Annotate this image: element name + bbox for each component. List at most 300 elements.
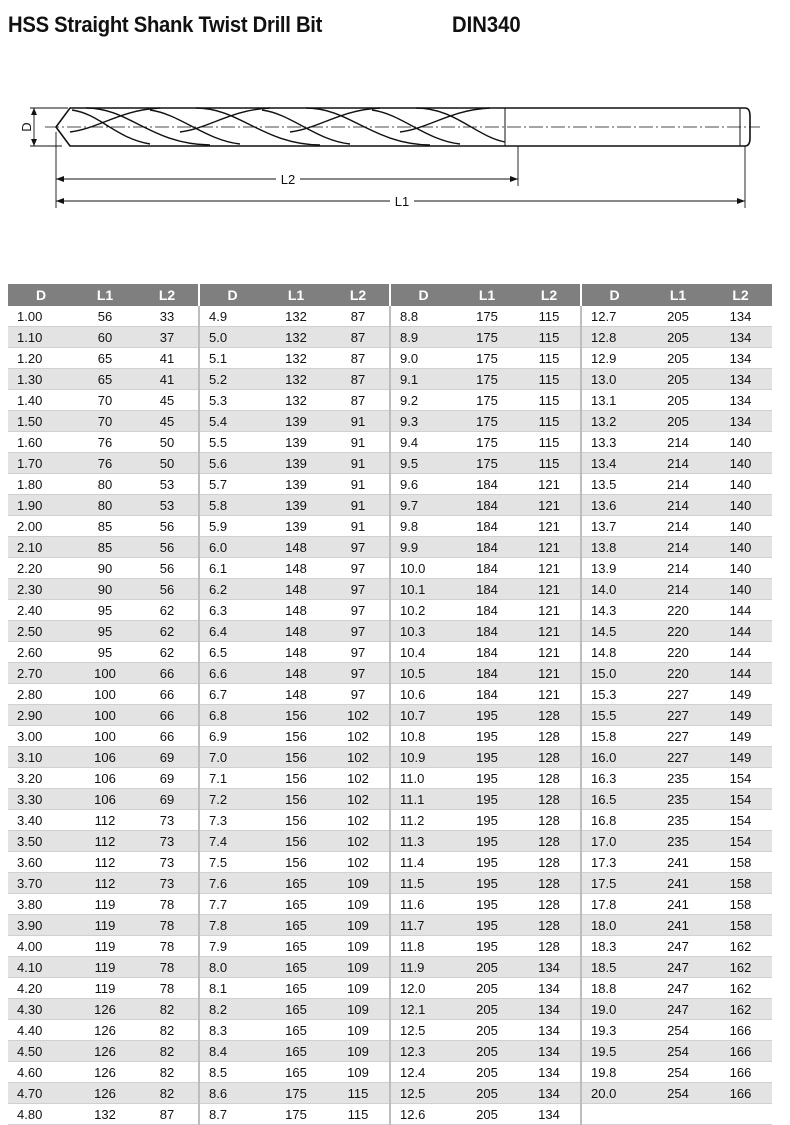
cell-d: 9.3 xyxy=(390,411,456,432)
cell-l2: 56 xyxy=(136,579,199,600)
cell-l2: 115 xyxy=(518,327,581,348)
cell-l1: 126 xyxy=(74,999,136,1020)
cell-d: 13.1 xyxy=(581,390,647,411)
cell-l1: 112 xyxy=(94,854,116,870)
cell-d: 13.7 xyxy=(581,516,647,537)
cell-l2: 154 xyxy=(709,789,772,810)
cell-l2: 115 xyxy=(327,1083,390,1104)
cell-l1: 175 xyxy=(456,453,518,474)
cell-l2: 149 xyxy=(729,686,752,702)
table-row xyxy=(8,537,772,558)
cell-l1: 112 xyxy=(94,812,116,828)
cell-d: 3.00 xyxy=(17,728,43,744)
dimension-table xyxy=(8,284,772,1125)
cell-l1: 132 xyxy=(265,369,327,390)
cell-d: 1.70 xyxy=(8,453,74,474)
cell-l1: 195 xyxy=(476,938,498,954)
cell-l2: 134 xyxy=(538,1106,560,1122)
cell-l2: 154 xyxy=(729,770,752,786)
cell-l1: 165 xyxy=(265,1041,327,1062)
cell-l1: 90 xyxy=(97,560,113,576)
cell-l1: 195 xyxy=(476,854,498,870)
cell-l1: 184 xyxy=(456,579,518,600)
cell-d: 9.7 xyxy=(390,495,456,516)
table-row xyxy=(8,663,772,684)
cell-d: 16.8 xyxy=(581,810,647,831)
cell-d: 7.6 xyxy=(199,873,265,894)
cell-l1: 175 xyxy=(476,350,498,366)
cell-l2: 91 xyxy=(327,411,390,432)
cell-l1: 165 xyxy=(265,873,327,894)
cell-l1: 227 xyxy=(647,705,709,726)
cell-l1: 106 xyxy=(94,770,116,786)
cell-d: 7.8 xyxy=(199,915,265,936)
cell-l1: 106 xyxy=(74,747,136,768)
cell-l2 xyxy=(709,1104,772,1125)
cell-l1: 119 xyxy=(74,957,136,978)
column-header-l1: L1 xyxy=(265,284,327,306)
table-row xyxy=(8,894,772,915)
cell-d: 3.60 xyxy=(17,854,43,870)
column-header-l2: L2 xyxy=(136,284,199,306)
cell-l1: 247 xyxy=(647,999,709,1020)
cell-l2: 128 xyxy=(518,705,581,726)
l1-label: L1 xyxy=(394,194,410,209)
table-row xyxy=(8,390,772,411)
cell-d: 3.70 xyxy=(8,873,74,894)
cell-l1: 184 xyxy=(476,644,498,660)
cell-l2: 115 xyxy=(538,350,560,366)
table-row xyxy=(8,432,772,453)
cell-l2: 87 xyxy=(350,392,366,408)
cell-l2: 109 xyxy=(327,1041,390,1062)
cell-l2: 128 xyxy=(518,831,581,852)
cell-l2: 109 xyxy=(347,980,369,996)
cell-d: 10.0 xyxy=(390,558,456,579)
cell-d: 2.10 xyxy=(8,537,74,558)
cell-d: 5.9 xyxy=(199,516,265,537)
cell-d: 13.6 xyxy=(581,495,647,516)
cell-l1: 76 xyxy=(97,434,113,450)
cell-l2: 128 xyxy=(538,770,560,786)
cell-l1: 175 xyxy=(476,392,498,408)
table-row xyxy=(8,1062,772,1083)
column-header-d: D xyxy=(581,284,647,306)
cell-l2: 140 xyxy=(709,579,772,600)
cell-d: 7.2 xyxy=(199,789,265,810)
cell-l2: 128 xyxy=(518,873,581,894)
cell-l2: 73 xyxy=(136,831,199,852)
cell-l2: 102 xyxy=(327,789,390,810)
cell-d: 11.5 xyxy=(390,873,456,894)
cell-d: 3.50 xyxy=(8,831,74,852)
cell-l2: 62 xyxy=(159,644,175,660)
cell-d: 5.7 xyxy=(199,474,265,495)
cell-l1: 175 xyxy=(456,411,518,432)
cell-d: 11.0 xyxy=(390,768,456,789)
cell-l1: 254 xyxy=(647,1083,709,1104)
cell-l1: 148 xyxy=(265,663,327,684)
cell-l2: 115 xyxy=(538,308,560,324)
cell-d: 4.80 xyxy=(17,1106,43,1122)
cell-l1: 139 xyxy=(265,453,327,474)
table-row xyxy=(8,936,772,957)
cell-l2: 109 xyxy=(347,1022,369,1038)
cell-l2: 134 xyxy=(518,957,581,978)
cell-d: 5.5 xyxy=(199,432,265,453)
cell-l2: 121 xyxy=(538,560,560,576)
cell-d: 10.6 xyxy=(390,684,456,705)
cell-d: 18.8 xyxy=(581,978,647,999)
cell-l2: 134 xyxy=(538,1064,560,1080)
cell-l2: 97 xyxy=(327,621,390,642)
cell-d: 13.0 xyxy=(581,369,647,390)
cell-l2: 144 xyxy=(729,644,752,660)
cell-l2: 78 xyxy=(159,938,175,954)
cell-l1: 195 xyxy=(476,812,498,828)
cell-l2: 66 xyxy=(159,686,175,702)
cell-l2: 134 xyxy=(709,327,772,348)
cell-l1: 156 xyxy=(265,747,327,768)
table-row xyxy=(8,516,772,537)
cell-d: 5.8 xyxy=(199,495,265,516)
cell-d: 3.40 xyxy=(17,812,43,828)
cell-l2: 115 xyxy=(538,434,560,450)
cell-d: 2.60 xyxy=(17,644,43,660)
drill-bit-drawing xyxy=(0,88,790,218)
cell-l2: 69 xyxy=(136,747,199,768)
cell-d: 13.3 xyxy=(581,432,647,453)
cell-l1: 165 xyxy=(285,896,307,912)
cell-l1: 175 xyxy=(456,327,518,348)
cell-l2: 121 xyxy=(538,602,560,618)
cell-l2: 140 xyxy=(709,495,772,516)
cell-l1: 175 xyxy=(476,434,498,450)
cell-l1: 184 xyxy=(456,663,518,684)
cell-d: 3.30 xyxy=(8,789,74,810)
cell-l1: 112 xyxy=(74,873,136,894)
flute-lines xyxy=(70,108,505,145)
cell-l2: 134 xyxy=(518,999,581,1020)
cell-l1: 148 xyxy=(265,579,327,600)
cell-l1: 165 xyxy=(285,938,307,954)
cell-d: 7.9 xyxy=(199,936,265,957)
cell-d: 16.0 xyxy=(581,747,647,768)
cell-l2: 134 xyxy=(729,308,752,324)
cell-l2: 41 xyxy=(159,350,175,366)
cell-l2: 87 xyxy=(327,327,390,348)
cell-d: 8.1 xyxy=(199,978,265,999)
table-row xyxy=(8,810,772,831)
cell-d: 12.1 xyxy=(390,999,456,1020)
cell-l2: 134 xyxy=(538,1022,560,1038)
cell-d: 1.50 xyxy=(8,411,74,432)
cell-d: 12.9 xyxy=(581,348,647,369)
cell-l1: 214 xyxy=(667,560,689,576)
cell-d: 11.6 xyxy=(390,894,456,915)
cell-d: 15.5 xyxy=(581,705,647,726)
cell-d: 9.0 xyxy=(390,348,456,369)
cell-l1: 119 xyxy=(74,915,136,936)
cell-d: 10.9 xyxy=(390,747,456,768)
column-header-l1: L1 xyxy=(456,284,518,306)
cell-l1: 220 xyxy=(647,663,709,684)
cell-d: 2.80 xyxy=(17,686,43,702)
cell-l1: 195 xyxy=(456,873,518,894)
table-row xyxy=(8,558,772,579)
table-row xyxy=(8,1020,772,1041)
cell-d: 6.1 xyxy=(199,558,265,579)
cell-l1: 214 xyxy=(647,579,709,600)
cell-l2: 78 xyxy=(159,980,175,996)
cell-l2: 73 xyxy=(136,873,199,894)
cell-l1: 90 xyxy=(74,579,136,600)
cell-d: 9.4 xyxy=(390,432,456,453)
cell-d: 4.30 xyxy=(8,999,74,1020)
cell-l2: 134 xyxy=(518,1041,581,1062)
cell-l1: 156 xyxy=(285,728,307,744)
cell-l1: 195 xyxy=(476,896,498,912)
table-row xyxy=(8,852,772,873)
cell-d: 17.0 xyxy=(581,831,647,852)
cell-d: 10.7 xyxy=(390,705,456,726)
cell-d: 8.3 xyxy=(199,1020,265,1041)
cell-l1: 195 xyxy=(456,789,518,810)
cell-d: 6.8 xyxy=(199,705,265,726)
cell-d: 11.8 xyxy=(390,936,456,957)
cell-d: 9.5 xyxy=(390,453,456,474)
cell-l1: 205 xyxy=(667,350,689,366)
cell-l2: 97 xyxy=(327,579,390,600)
cell-l1: 148 xyxy=(285,602,307,618)
cell-l1: 85 xyxy=(74,537,136,558)
cell-d: 17.5 xyxy=(581,873,647,894)
table-row xyxy=(8,915,772,936)
cell-d: 12.3 xyxy=(390,1041,456,1062)
cell-d: 7.3 xyxy=(199,810,265,831)
cell-l2: 128 xyxy=(538,854,560,870)
column-header-d: D xyxy=(199,284,265,306)
cell-l1: 165 xyxy=(285,1064,307,1080)
cell-l1: 241 xyxy=(667,854,689,870)
cell-l1: 156 xyxy=(285,770,307,786)
cell-l2: 87 xyxy=(350,350,366,366)
cell-l2: 134 xyxy=(709,411,772,432)
cell-d: 4.20 xyxy=(17,980,43,996)
cell-l2: 158 xyxy=(729,854,752,870)
cell-l2: 121 xyxy=(518,621,581,642)
cell-d: 10.2 xyxy=(390,600,456,621)
table-row xyxy=(8,348,772,369)
cell-d: 8.4 xyxy=(199,1041,265,1062)
cell-l2: 97 xyxy=(350,644,366,660)
cell-l2: 149 xyxy=(709,747,772,768)
cell-d: 12.7 xyxy=(581,306,647,327)
cell-l1: 235 xyxy=(667,770,689,786)
cell-l2: 102 xyxy=(347,812,369,828)
cell-l2: 115 xyxy=(518,453,581,474)
table-row xyxy=(8,726,772,747)
cell-l2: 140 xyxy=(729,476,752,492)
table-row xyxy=(8,789,772,810)
cell-l1: 156 xyxy=(265,831,327,852)
cell-l1: 175 xyxy=(456,369,518,390)
cell-d: 13.5 xyxy=(581,474,647,495)
cell-l1: 184 xyxy=(476,602,498,618)
cell-d: 13.4 xyxy=(581,453,647,474)
cell-l2: 134 xyxy=(518,1083,581,1104)
cell-d: 9.2 xyxy=(390,390,456,411)
cell-l2: 134 xyxy=(729,350,752,366)
cell-d: 13.2 xyxy=(581,411,647,432)
cell-l2: 82 xyxy=(136,999,199,1020)
cell-l1: 205 xyxy=(647,327,709,348)
cell-l2: 115 xyxy=(347,1106,369,1122)
cell-d: 10.8 xyxy=(390,726,456,747)
cell-l1: 195 xyxy=(456,705,518,726)
cell-l2: 134 xyxy=(729,392,752,408)
cell-l1: 205 xyxy=(456,1041,518,1062)
column-header-l2: L2 xyxy=(709,284,772,306)
cell-l2: 140 xyxy=(709,453,772,474)
cell-l1: 165 xyxy=(265,915,327,936)
d-label: D xyxy=(19,122,34,132)
cell-l2: 102 xyxy=(347,770,369,786)
cell-l1: 214 xyxy=(667,434,689,450)
cell-l2: 162 xyxy=(709,999,772,1020)
cell-d xyxy=(581,1104,647,1125)
cell-l1: 227 xyxy=(667,728,689,744)
cell-l1: 184 xyxy=(476,686,498,702)
cell-l2: 115 xyxy=(518,369,581,390)
cell-l2: 134 xyxy=(538,980,560,996)
cell-l1: 156 xyxy=(285,854,307,870)
cell-d: 1.60 xyxy=(17,434,43,450)
cell-l1: 132 xyxy=(285,308,307,324)
cell-d: 2.20 xyxy=(17,560,43,576)
cell-d: 4.70 xyxy=(8,1083,74,1104)
cell-l1: 139 xyxy=(265,495,327,516)
cell-l2: 166 xyxy=(729,1022,752,1038)
table-row xyxy=(8,957,772,978)
cell-l2: 45 xyxy=(159,392,175,408)
cell-l2: 140 xyxy=(709,537,772,558)
cell-l2: 73 xyxy=(159,854,175,870)
cell-l2: 41 xyxy=(136,369,199,390)
cell-l1: 148 xyxy=(285,644,307,660)
cell-d: 1.80 xyxy=(17,476,43,492)
cell-l2: 50 xyxy=(159,434,175,450)
cell-l1: 156 xyxy=(265,789,327,810)
cell-d: 9.6 xyxy=(390,474,456,495)
cell-d: 6.4 xyxy=(199,621,265,642)
cell-d: 1.30 xyxy=(8,369,74,390)
cell-l2: 91 xyxy=(350,434,366,450)
cell-l2: 128 xyxy=(518,915,581,936)
table-row xyxy=(8,600,772,621)
cell-d: 5.2 xyxy=(199,369,265,390)
cell-d: 7.5 xyxy=(199,852,265,873)
cell-d: 10.3 xyxy=(390,621,456,642)
table-row xyxy=(8,705,772,726)
cell-d: 12.5 xyxy=(390,1083,456,1104)
cell-l2: 33 xyxy=(159,308,175,324)
cell-d: 11.3 xyxy=(390,831,456,852)
cell-l1: 227 xyxy=(647,747,709,768)
cell-d: 3.80 xyxy=(17,896,43,912)
cell-d: 5.1 xyxy=(199,348,265,369)
cell-d: 6.3 xyxy=(199,600,265,621)
cell-l1: 254 xyxy=(667,1064,689,1080)
cell-d: 7.4 xyxy=(199,831,265,852)
cell-l2: 87 xyxy=(159,1106,175,1122)
cell-l2: 128 xyxy=(538,938,560,954)
cell-l2: 78 xyxy=(136,915,199,936)
cell-l1: 195 xyxy=(476,728,498,744)
cell-l2: 62 xyxy=(159,602,175,618)
cell-l1: 220 xyxy=(647,621,709,642)
cell-l1: 205 xyxy=(456,999,518,1020)
cell-l2: 109 xyxy=(327,999,390,1020)
cell-d: 11.4 xyxy=(390,852,456,873)
table-header xyxy=(8,284,772,306)
cell-l1: 254 xyxy=(647,1041,709,1062)
cell-l2: 56 xyxy=(159,560,175,576)
cell-d: 8.0 xyxy=(199,957,265,978)
cell-d: 8.7 xyxy=(199,1104,265,1125)
cell-l2: 62 xyxy=(136,621,199,642)
cell-l2: 91 xyxy=(327,495,390,516)
cell-l1: 65 xyxy=(97,350,113,366)
cell-l1: 241 xyxy=(647,915,709,936)
cell-d: 2.00 xyxy=(17,518,43,534)
cell-l2: 121 xyxy=(538,476,560,492)
cell-l2: 128 xyxy=(518,747,581,768)
cell-d: 17.3 xyxy=(581,852,647,873)
cell-d: 9.9 xyxy=(390,537,456,558)
cell-l2: 78 xyxy=(159,896,175,912)
cell-l1: 205 xyxy=(476,1106,498,1122)
cell-l2: 66 xyxy=(159,728,175,744)
cell-l2: 158 xyxy=(709,915,772,936)
cell-l2: 115 xyxy=(518,411,581,432)
cell-l1: 184 xyxy=(456,621,518,642)
cell-l1: 214 xyxy=(647,495,709,516)
cell-l2: 91 xyxy=(350,476,366,492)
cell-l2: 144 xyxy=(709,621,772,642)
column-header-l1: L1 xyxy=(647,284,709,306)
cell-l1: 165 xyxy=(285,980,307,996)
cell-l1: 175 xyxy=(476,308,498,324)
cell-l2: 115 xyxy=(538,392,560,408)
cell-d: 6.7 xyxy=(199,684,265,705)
cell-l1: 126 xyxy=(94,1022,116,1038)
l2-dimension xyxy=(56,132,518,208)
cell-l1: 156 xyxy=(285,812,307,828)
cell-l1: 95 xyxy=(97,644,113,660)
column-header-d: D xyxy=(8,284,74,306)
cell-d: 7.0 xyxy=(199,747,265,768)
cell-l2: 87 xyxy=(327,369,390,390)
cell-l2: 140 xyxy=(729,518,752,534)
cell-l2: 87 xyxy=(350,308,366,324)
cell-d: 6.2 xyxy=(199,579,265,600)
cell-d: 15.8 xyxy=(581,726,647,747)
cell-l2: 102 xyxy=(347,728,369,744)
cell-l2: 78 xyxy=(136,957,199,978)
cell-l1: 241 xyxy=(667,896,689,912)
cell-l1: 100 xyxy=(94,686,116,702)
